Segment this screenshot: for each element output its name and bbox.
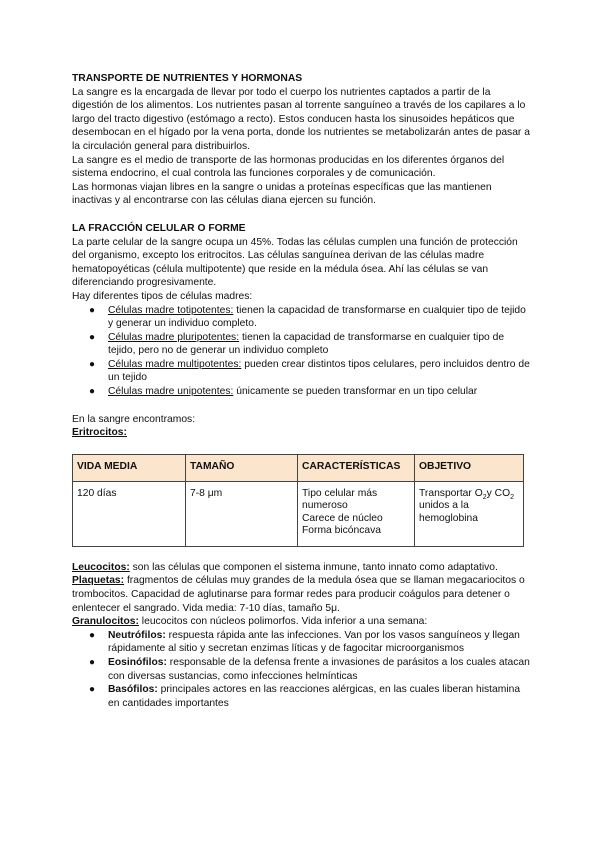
bullet-icon: ● [89, 358, 96, 370]
bullet-icon: ● [89, 304, 96, 316]
section-heading-fraccion-celular: LA FRACCIÓN CELULAR O FORME [72, 222, 246, 234]
column-header: VIDA MEDIA [73, 454, 186, 481]
table-header-row [73, 454, 524, 481]
table-row [73, 481, 524, 546]
cell-text: y CO [486, 487, 511, 499]
column-header: TAMAÑO [186, 454, 298, 481]
paragraph: La parte celular de la sangre ocupa un 45%. Todas las células cumplen una función de protección del organismo, excepto los eritrocitos. Las células sanguínea derivan de las células madre hematopoyéticas (célula multipotente) que reside en la médula ósea. Ahí las células se van diferenciando progresivamente. [72, 236, 518, 289]
term-label: Eosinófilos: [108, 657, 167, 668]
paragraph: En la sangre encontramos: [72, 413, 196, 425]
paragraph: La sangre es la encargada de llevar por todo el cuerpo los nutrientes captados a partir de la digestión de los alimentos. Los nutrientes pasan al torrente sanguíneo a través de los capilares a lo largo del tracto digestivo (estómago a recto). Estos conducen hasta los sinusoides hepáticos que desembocan en el hígado por la vena porta, donde los nutrientes se metabolizarán antes de pasar a la circulación general para distribuirlos. [72, 86, 530, 152]
plaquetas-text: fragmentos de células muy grandes de la medula ósea que se llaman megacariocitos o trombocitos. Capacidad de aglutinarse para formar redes para producir coágulos para detener o enlentecer el sangrado. Vida media: 7-10 días, tamaño 5μ. [72, 575, 525, 614]
granulocitos-label: Granulocitos: [72, 616, 139, 628]
list-item [72, 629, 530, 656]
term-label: Células madre unipotentes: [108, 386, 234, 398]
paragraph [72, 574, 530, 615]
list-item [72, 385, 530, 399]
table-cell [415, 481, 524, 546]
list-item [72, 683, 530, 710]
term-label: Células madre totipotentes: [108, 304, 234, 316]
cell-line: Carece de núcleo [302, 512, 383, 524]
term-description: tienen la capacidad de transformarse en cualquier tipo de tejido, pero no de generar un individuo completo [108, 331, 505, 357]
term-label: Neutrófilos: [108, 629, 166, 641]
paragraph: Las hormonas viajan libres en la sangre o unidas a proteínas específicas que las mantienen inactivas y al encontrarse con las células diana ejercen su función. [72, 181, 492, 207]
cell-line: Forma bicóncava [302, 525, 381, 537]
term-description: pueden crear distintos tipos celulares, pero incluidos dentro de un tejido [108, 358, 530, 384]
bullet-icon: ● [89, 386, 96, 398]
subscript: 2 [482, 493, 487, 501]
list-item [72, 358, 530, 385]
stem-cell-list [72, 304, 530, 399]
list-item [72, 304, 530, 331]
term-description: tienen la capacidad de transformarse en cualquier tipo de tejido y generar un individuo completo. [108, 304, 526, 330]
section-heading-transporte: TRANSPORTE DE NUTRIENTES Y HORMONAS [72, 73, 303, 84]
eritrocitos-table [72, 454, 524, 547]
table-cell: 7-8 μm [186, 481, 298, 546]
paragraph [72, 561, 530, 575]
term-label: Basófilos: [108, 684, 158, 696]
plaquetas-label: Plaquetas: [72, 575, 125, 587]
subscript: 2 [510, 493, 514, 501]
column-header: OBJETIVO [415, 454, 524, 481]
bullet-icon: ● [89, 657, 96, 668]
term-description: responsable de la defensa frente a invasiones de parásitos a los cuales atacan con diversas sustancias, como infecciones helmínticas [108, 657, 530, 682]
list-item [72, 331, 530, 358]
term-label: Células madre pluripotentes: [108, 331, 240, 343]
table-cell [298, 481, 415, 546]
term-description: respuesta rápida ante las infecciones. Van por los vasos sanguíneos y llegan rápidamente al sitio y secretan enzimas líticas y de fagocitar microorganismos [108, 629, 520, 655]
paragraph: La sangre es el medio de transporte de las hormonas producidas en los diferentes órganos del sistema endocrino, el cual controla las funciones corporales y de comunicación. [72, 154, 505, 180]
table-cell: 120 días [73, 481, 186, 546]
bullet-icon: ● [89, 629, 96, 641]
cell-text: Transportar O [419, 487, 483, 499]
granulocitos-text: leucocitos con núcleos polimorfos. Vida inferior a una semana: [138, 616, 428, 628]
term-label: Células madre multipotentes: [108, 358, 242, 370]
bullet-icon: ● [89, 684, 96, 696]
cell-text: unidos a la hemoglobina [419, 500, 478, 524]
eritrocitos-label: Eritrocitos: [72, 427, 127, 439]
cell-line: Tipo celular más numeroso [302, 487, 378, 512]
bullet-icon: ● [89, 331, 96, 343]
leucocitos-label: Leucocitos: [72, 561, 130, 573]
leucocitos-text: son las células que componen el sistema inmune, tanto innato como adaptativo. [129, 561, 498, 573]
column-header: CARACTERÍSTICAS [298, 454, 415, 481]
document-content [72, 72, 530, 710]
term-description: únicamente se pueden transformar en un tipo celular [233, 386, 478, 398]
granulocyte-list [72, 629, 530, 711]
paragraph: Hay diferentes tipos de células madres: [72, 290, 253, 302]
list-item [72, 656, 530, 683]
paragraph [72, 615, 530, 629]
term-description: principales actores en las reacciones alérgicas, en las cuales liberan histamina en cantidades importantes [108, 684, 521, 709]
